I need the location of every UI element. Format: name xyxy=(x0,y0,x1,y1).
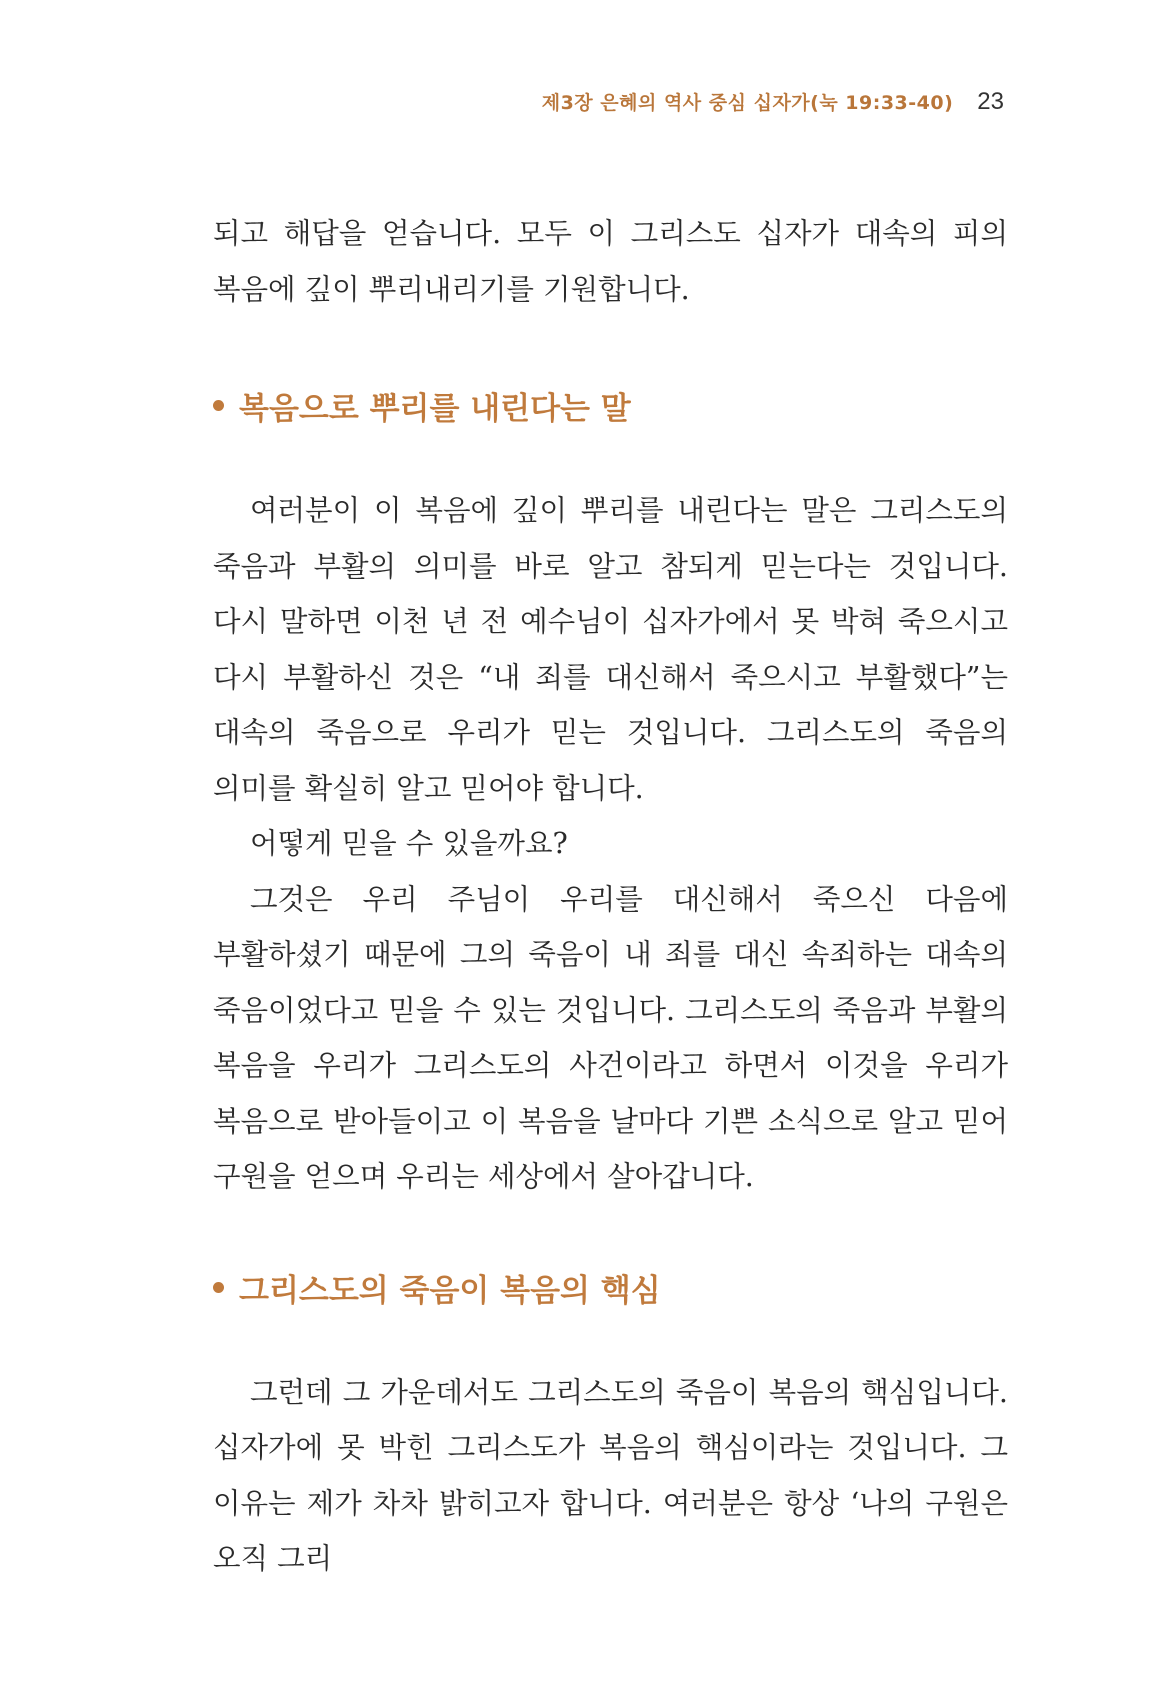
intro-paragraph: 되고 해답을 얻습니다. 모두 이 그리스도 십자가 대속의 피의 복음에 깊이 뿌리내리기를 기원합니다. xyxy=(213,217,1008,306)
page-number: 23 xyxy=(977,88,1004,115)
section1-paragraph-2: 어떻게 믿을 수 있을까요? xyxy=(250,827,568,860)
section2-paragraph-1: 그런데 그 가운데서도 그리스도의 죽음이 복음의 핵심입니다. 십자가에 못 박힌 그리스도가 복음의 핵심이라는 것입니다. 그 이유는 제가 차차 밝히고자 합니다. 여러분은 항상 ‘나의 구원은 오직 그리 xyxy=(213,1375,1008,1575)
section-heading-1 xyxy=(213,383,1008,428)
page-body xyxy=(213,206,1008,1587)
running-header xyxy=(542,88,1004,116)
section1-paragraph-1: 여러분이 이 복음에 깊이 뿌리를 내린다는 말은 그리스도의 죽음과 부활의 의미를 바로 알고 참되게 믿는다는 것입니다. 다시 말하면 이천 년 전 예수님이 십자가에서 못 박혀 죽으시고 다시 부활하신 것은 “내 죄를 대신해서 죽으시고 부활했다”는 대속의 죽음으로 우리가 믿는 것입니다. 그리스도의 죽음의 의미를 확실히 알고 믿어야 합니다. xyxy=(213,494,1008,805)
running-title: 제3장 은혜의 역사 중심 십자가(눅 19:33-40) xyxy=(541,92,954,114)
section1-paragraph-3: 그것은 우리 주님이 우리를 대신해서 죽으신 다음에 부활하셨기 때문에 그의 죽음이 내 죄를 대신 속죄하는 대속의 죽음이었다고 믿을 수 있는 것입니다. 그리스도의 죽음과 부활의 복음을 우리가 그리스도의 사건이라고 하면서 이것을 우리가 복음으로 받아들이고 이 복음을 날마다 기쁜 소식으로 알고 믿어 구원을 얻으며 우리는 세상에서 살아갑니다. xyxy=(213,882,1008,1193)
section-heading-1-text: 복음으로 뿌리를 내린다는 말 xyxy=(239,391,631,427)
section-heading-2 xyxy=(213,1265,1008,1310)
section-heading-2-text: 그리스도의 죽음이 복음의 핵심 xyxy=(239,1272,661,1309)
bullet-icon xyxy=(213,1282,224,1293)
bullet-icon xyxy=(213,400,224,411)
